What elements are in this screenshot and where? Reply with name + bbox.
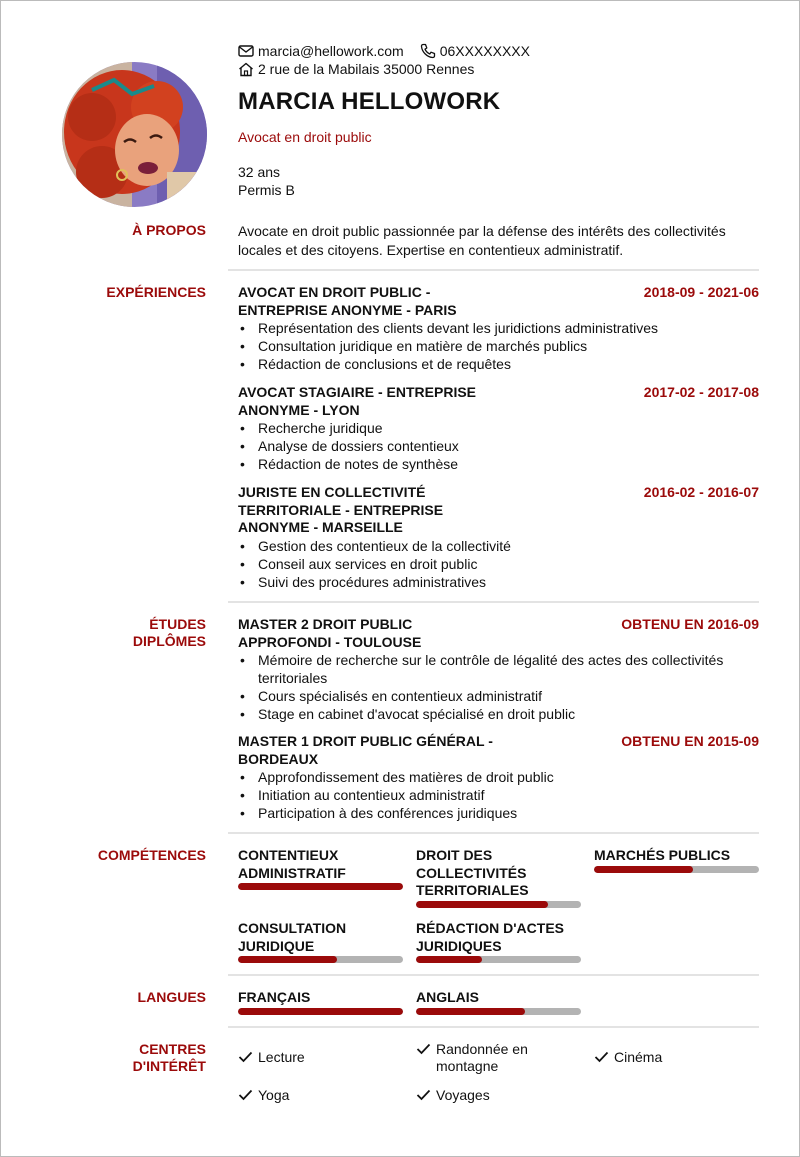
avatar: [62, 62, 207, 207]
skill-level-bar: [238, 956, 403, 963]
language-name: ANGLAIS: [416, 989, 479, 1005]
hobby-label: Lecture: [258, 1049, 305, 1065]
hobbies-grid: [238, 1041, 759, 1111]
education-bullets: [238, 651, 759, 723]
about-text: Avocate en droit public passionnée par la défense des intérêts des collectivités locales et des citoyens. Expertise en contentieux administratif.: [238, 223, 726, 258]
experience-entry: [238, 284, 759, 373]
language-item: [416, 989, 581, 1015]
education-entry: [238, 733, 759, 822]
experience-date: 2017-02 - 2017-08: [643, 384, 759, 400]
language-level-fill: [416, 1008, 525, 1015]
experience-title: AVOCAT STAGIAIRE - ENTREPRISE ANONYME - LYON: [238, 384, 477, 418]
contact-email[interactable]: [238, 43, 404, 59]
skill-level-fill: [416, 901, 548, 908]
skill-level-bar: [594, 866, 759, 873]
education-title: MASTER 1 DROIT PUBLIC GÉNÉRAL - BORDEAUX: [238, 733, 493, 767]
bullet-item: • Stage en cabinet d'avocat spécialisé en droit public: [238, 705, 759, 723]
check-icon: [238, 1089, 253, 1101]
home-icon: [238, 62, 254, 77]
hobby-label: Randonnée en montagne: [436, 1041, 528, 1074]
hobby-label: Voyages: [436, 1087, 490, 1103]
check-icon: [416, 1043, 431, 1055]
hobbies-label: [61, 1041, 206, 1075]
skill-name: CONTENTIEUX ADMINISTRATIF: [238, 847, 346, 881]
language-name: FRANÇAIS: [238, 989, 311, 1005]
hobby-item: [238, 1087, 398, 1104]
hobbies-label-line1: CENTRES: [139, 1041, 206, 1057]
check-icon: [238, 1051, 253, 1063]
skill-level-fill: [594, 866, 693, 873]
hobby-item: [238, 1049, 398, 1066]
skill-level-bar: [416, 901, 581, 908]
skill-item: [238, 847, 403, 890]
skill-level-fill: [416, 956, 482, 963]
languages-label: LANGUES: [137, 989, 206, 1005]
education-bullets: [238, 768, 759, 822]
hobbies-label-line2: D'INTÉRÊT: [132, 1058, 206, 1074]
skill-item: [594, 847, 759, 873]
check-icon: [594, 1051, 609, 1063]
divider: [228, 1026, 759, 1028]
phone-icon: [420, 43, 436, 59]
experiences-label: EXPÉRIENCES: [106, 284, 206, 300]
bullet-item: • Conseil aux services en droit public: [238, 555, 759, 573]
bullet-item: • Analyse de dossiers contentieux: [238, 437, 759, 455]
education-label-line1: ÉTUDES: [149, 616, 206, 632]
phone-text: 06XXXXXXXX: [439, 43, 530, 59]
education-date: OBTENU EN 2016-09: [621, 616, 759, 632]
experience-bullets: [238, 319, 759, 373]
experience-title: AVOCAT EN DROIT PUBLIC - ENTREPRISE ANONYME - PARIS: [238, 284, 457, 318]
contact-address: [238, 60, 768, 78]
bullet-item: • Représentation des clients devant les juridictions administratives: [238, 319, 759, 337]
skill-name: MARCHÉS PUBLICS: [594, 847, 731, 863]
divider: [228, 974, 759, 976]
skill-level-bar: [238, 883, 403, 890]
contact-row: [238, 42, 768, 60]
skills-label: COMPÉTENCES: [97, 847, 206, 863]
bullet-item: • Mémoire de recherche sur le contrôle de légalité des actes des collectivités territoriales: [238, 651, 759, 687]
hobby-item: [416, 1087, 576, 1104]
education-date: OBTENU EN 2015-09: [621, 733, 759, 749]
hobby-label: Cinéma: [614, 1049, 663, 1065]
divider: [228, 601, 759, 603]
bullet-item: • Initiation au contentieux administratif: [238, 786, 759, 804]
skill-item: [238, 920, 403, 963]
full-name: MARCIA HELLOWORK: [238, 88, 501, 115]
bullet-item: • Rédaction de conclusions et de requêtes: [238, 355, 759, 373]
education-label: [61, 616, 206, 650]
bullet-item: • Approfondissement des matières de droit public: [238, 768, 759, 786]
bullet-item: • Cours spécialisés en contentieux administratif: [238, 687, 759, 705]
contact-phone[interactable]: [420, 43, 530, 59]
address-text: 2 rue de la Mabilais 35000 Rennes: [258, 61, 475, 77]
hobby-label: Yoga: [258, 1087, 290, 1103]
education-title: MASTER 2 DROIT PUBLIC APPROFONDI - TOULOUSE: [238, 616, 422, 650]
hobby-item: [594, 1049, 754, 1066]
skill-name: CONSULTATION JURIDIQUE: [238, 920, 347, 954]
experience-bullets: [238, 537, 759, 591]
personal-info: [238, 163, 768, 199]
resume-header: [238, 42, 768, 199]
age: 32 ans: [238, 164, 281, 180]
bullet-item: • Recherche juridique: [238, 419, 759, 437]
divider: [228, 269, 759, 271]
education-entry: [238, 616, 759, 723]
experience-date: 2018-09 - 2021-06: [643, 284, 759, 300]
check-icon: [416, 1089, 431, 1101]
address-item: [238, 61, 474, 77]
envelope-icon: [238, 44, 254, 58]
skill-name: RÉDACTION D'ACTES JURIDIQUES: [416, 920, 564, 954]
skills-grid: [238, 847, 759, 967]
bullet-item: • Rédaction de notes de synthèse: [238, 455, 759, 473]
email-text: marcia@hellowork.com: [258, 43, 404, 59]
languages-grid: [238, 989, 759, 1019]
experience-bullets: [238, 419, 759, 473]
skill-level-fill: [238, 956, 337, 963]
skill-level-fill: [238, 883, 403, 890]
skill-level-bar: [416, 956, 581, 963]
hobby-item: [416, 1041, 546, 1075]
bullet-item: • Gestion des contentieux de la collectivité: [238, 537, 759, 555]
language-item: [238, 989, 403, 1015]
language-level-bar: [416, 1008, 581, 1015]
skill-item: [416, 920, 581, 963]
experience-date: 2016-02 - 2016-07: [643, 484, 759, 500]
experience-entry: [238, 384, 759, 473]
divider: [228, 832, 759, 834]
skill-item: [416, 847, 581, 908]
bullet-item: • Suivi des procédures administratives: [238, 573, 759, 591]
bullet-item: • Participation à des conférences juridiques: [238, 804, 759, 822]
job-title: Avocat en droit public: [238, 129, 372, 145]
experience-title: JURISTE EN COLLECTIVITÉ TERRITORIALE - ENTREPRISE ANONYME - MARSEILLE: [238, 484, 444, 535]
education-label-line2: DIPLÔMES: [132, 633, 206, 649]
about-label: À PROPOS: [132, 222, 206, 238]
skill-name: DROIT DES COLLECTIVITÉS TERRITORIALES: [416, 847, 529, 898]
language-level-bar: [238, 1008, 403, 1015]
experience-entry: [238, 484, 759, 591]
bullet-item: • Consultation juridique en matière de marchés publics: [238, 337, 759, 355]
driving-license: Permis B: [238, 182, 295, 198]
language-level-fill: [238, 1008, 403, 1015]
